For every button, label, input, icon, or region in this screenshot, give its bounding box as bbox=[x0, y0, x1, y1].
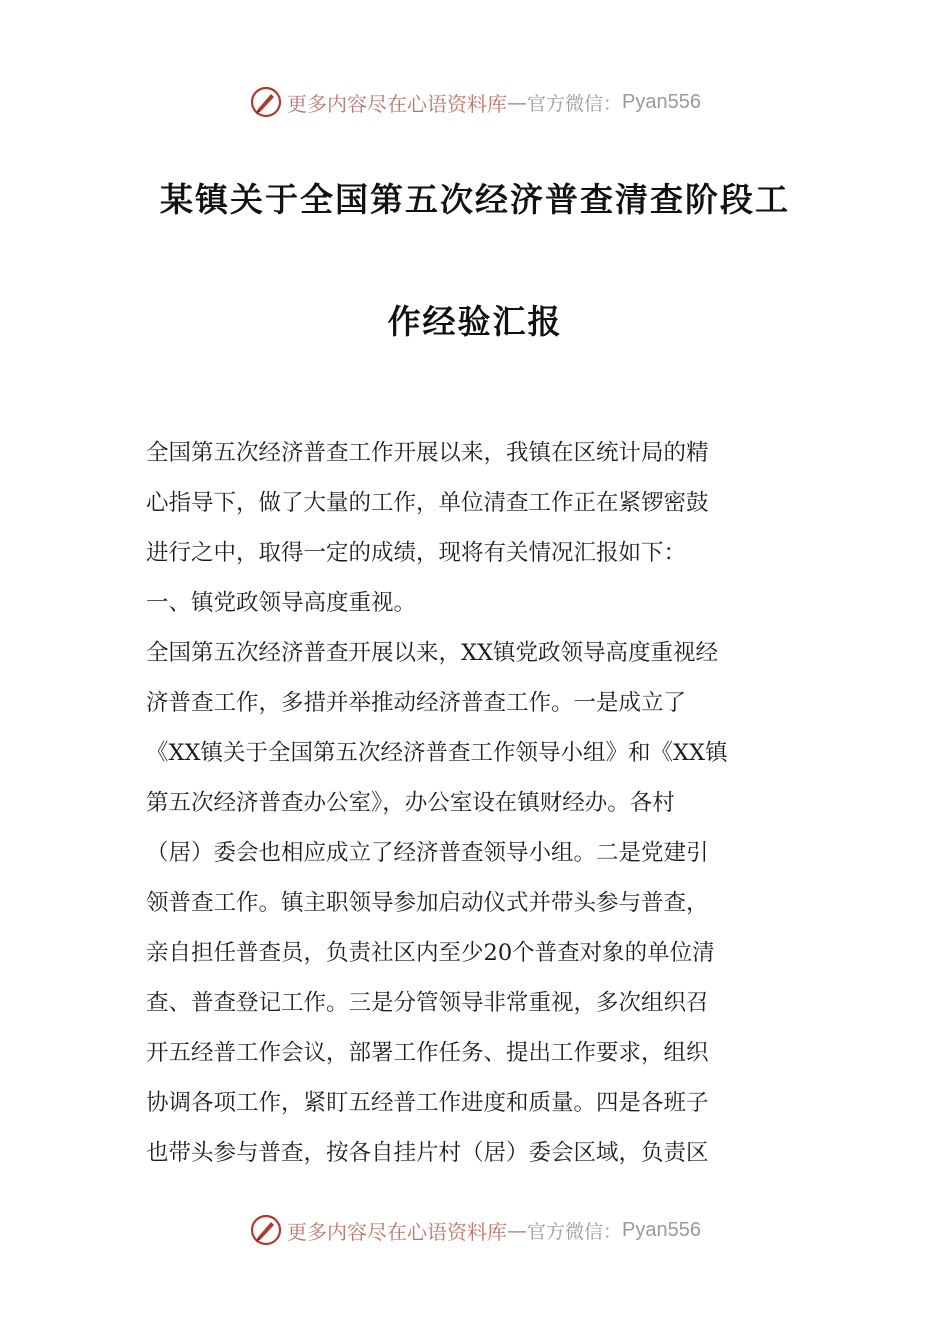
section-heading: 一、镇党政领导高度重视。 bbox=[146, 590, 417, 616]
body-line: 心指导下，做了大量的工作，单位清查工作正在紧锣密鼓 bbox=[146, 490, 709, 516]
banner-separator: — bbox=[507, 1218, 527, 1242]
document-body bbox=[146, 428, 806, 1178]
document-title-line-1: 某镇关于全国第五次经济普查清查阶段工 bbox=[160, 180, 790, 219]
header-banner bbox=[0, 82, 950, 122]
body-line: 开五经普工作会议，部署工作任务、提出工作要求，组织 bbox=[146, 1040, 709, 1066]
pen-logo-icon bbox=[249, 1213, 283, 1247]
document-title-line-2: 作经验汇报 bbox=[387, 302, 563, 341]
pen-logo-icon bbox=[249, 85, 283, 119]
footer-banner bbox=[0, 1210, 950, 1250]
banner-wechat-id: Pyan556 bbox=[622, 1218, 701, 1241]
banner-separator: — bbox=[507, 90, 527, 114]
banner-wechat-label: 官方微信： bbox=[527, 1220, 623, 1243]
body-line: 也带头参与普查，按各自挂片村（居）委会区域，负责区 bbox=[146, 1140, 709, 1166]
body-line: 领普查工作。镇主职领导参加启动仪式并带头参与普查， bbox=[146, 890, 709, 916]
body-line: 进行之中，取得一定的成绩，现将有关情况汇报如下： bbox=[146, 540, 687, 566]
banner-wechat-id: Pyan556 bbox=[622, 90, 701, 113]
body-line: 全国第五次经济普查开展以来，XX镇党政领导高度重视经 bbox=[146, 640, 719, 666]
body-line: （居）委会也相应成立了经济普查领导小组。二是党建引 bbox=[146, 840, 709, 866]
body-line: 《XX镇关于全国第五次经济普查工作领导小组》和《XX镇 bbox=[146, 740, 728, 766]
banner-site-name: 更多内容尽在心语资料库 bbox=[287, 1219, 507, 1244]
body-line: 查、普查登记工作。三是分管领导非常重视，多次组织召 bbox=[146, 990, 709, 1016]
banner-wechat-label: 官方微信： bbox=[527, 92, 623, 115]
banner-site-name: 更多内容尽在心语资料库 bbox=[287, 91, 507, 116]
body-line: 亲自担任普查员，负责社区内至少20个普查对象的单位清 bbox=[146, 940, 715, 966]
body-line: 第五次经济普查办公室》，办公室设在镇财经办。各村 bbox=[146, 790, 675, 816]
body-line: 协调各项工作，紧盯五经普工作进度和质量。四是各班子 bbox=[146, 1090, 709, 1116]
body-line: 全国第五次经济普查工作开展以来，我镇在区统计局的精 bbox=[146, 440, 709, 466]
body-line: 济普查工作，多措并举推动经济普查工作。一是成立了 bbox=[146, 690, 687, 716]
